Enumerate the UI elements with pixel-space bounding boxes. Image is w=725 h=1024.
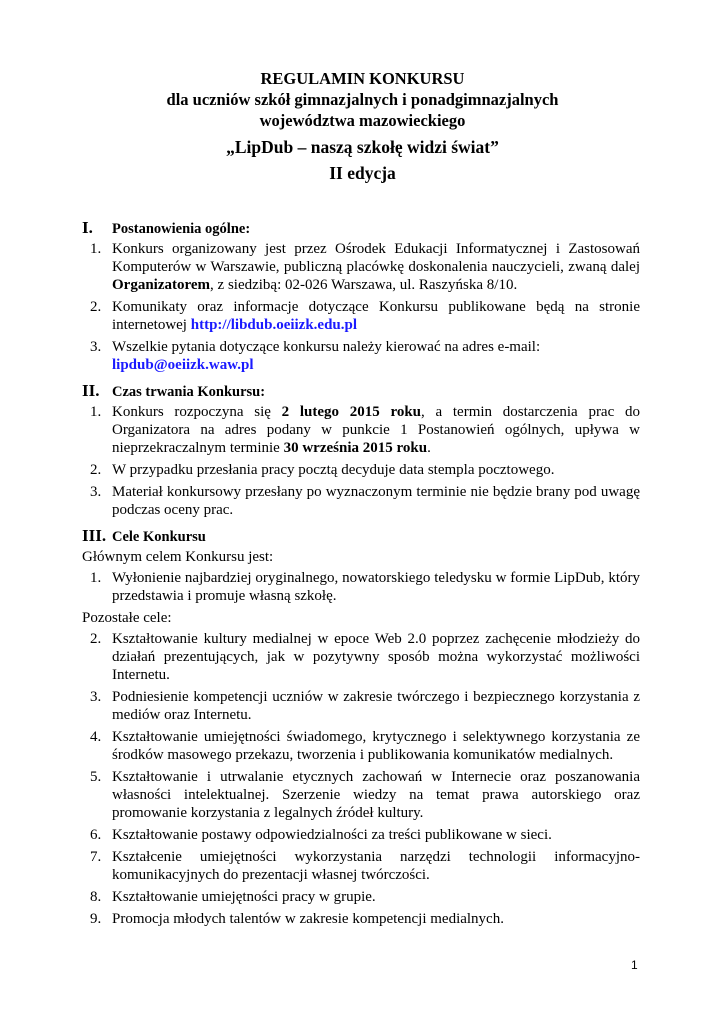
section-title: Cele Konkursu (112, 529, 206, 545)
list-item (82, 461, 640, 479)
text-run: Kształtowanie umiejętności świadomego, krytycznego i selektywnego korzystania ze środków masowego przekazu, tworzenia i publikowania komunikatów medialnych. (112, 729, 640, 763)
text-run: . (427, 440, 431, 456)
item-text (112, 768, 640, 822)
item-number: 2. (90, 462, 102, 478)
text-run: Wszelkie pytania dotyczące konkursu należy kierować na adres e-mail: (112, 339, 541, 355)
section-list (82, 548, 640, 928)
item-number-cell (82, 888, 112, 906)
list-item (82, 768, 640, 822)
link[interactable]: http://libdub.oeiizk.edu.pl (190, 317, 358, 333)
list-item (82, 483, 640, 519)
document-title (0, 68, 725, 131)
item-text (112, 569, 640, 605)
text-run: , z siedzibą: 02-026 Warszawa, ul. Raszyńska 8/10. (210, 277, 518, 293)
text-run: Kształtowanie kultury medialnej w epoce Web 2.0 poprzez zachęcenie młodzieży do działań prezentujących, jak w pozytywny sposób można wykorzystać możliwości Internetu. (112, 631, 640, 683)
text-run: Podniesienie kompetencji uczniów w zakresie twórczego i bezpiecznego korzystania z mediów oraz Internetu. (112, 689, 640, 723)
item-number-cell (82, 768, 112, 822)
item-text (112, 483, 640, 519)
text-run: Konkurs organizowany jest przez Ośrodek Edukacji Informatycznej i Zastosowań Komputerów w Warszawie, publiczną placówkę doskonalenia nauczycieli, zwaną dalej (112, 241, 640, 275)
item-text (112, 338, 640, 374)
list-item (82, 688, 640, 724)
contest-name: „LipDub – naszą szkołę widzi świat” (226, 137, 499, 157)
list-item (82, 403, 640, 457)
section-title: Czas trwania Konkursu: (112, 384, 266, 400)
text-run: Kształtowanie postawy odpowiedzialności za treści publikowane w sieci. (112, 827, 552, 843)
item-number-cell (82, 298, 112, 334)
item-text (112, 688, 640, 724)
page-number: 1 (631, 958, 638, 972)
item-text (112, 240, 640, 294)
item-text (112, 461, 640, 479)
item-number: 6. (90, 827, 102, 843)
section-list (82, 403, 640, 519)
item-number: 3. (90, 689, 102, 705)
link[interactable]: lipdub@oeiizk.waw.pl (112, 357, 254, 373)
text-run: Komunikaty oraz informacje dotyczące Konkursu publikowane będą na stronie internetowej (112, 299, 640, 333)
item-text (112, 403, 640, 457)
section-number: I. (82, 218, 93, 237)
text-run: Kształcenie umiejętności wykorzystania narzędzi technologii informacyjno-komunikacyjnych do prezentacji własnej twórczości. (112, 849, 640, 883)
section-list (82, 240, 640, 374)
item-number: 3. (90, 484, 102, 500)
title-line: dla uczniów szkół gimnazjalnych i ponadgimnazjalnych (166, 90, 559, 109)
item-number: 9. (90, 911, 102, 927)
item-number: 7. (90, 849, 102, 865)
item-number-cell (82, 910, 112, 928)
item-text (112, 888, 640, 906)
paragraph: Pozostałe cele: (82, 610, 172, 626)
list-item (82, 728, 640, 764)
section-heading (82, 219, 640, 238)
item-number-cell (82, 338, 112, 374)
text-run: Materiał konkursowy przesłany po wyznaczonym terminie nie będzie brany pod uwagę podczas oceny prac. (112, 484, 640, 518)
section-gap (82, 932, 640, 936)
document-body (82, 219, 640, 936)
title-line: REGULAMIN KONKURSU (260, 69, 465, 88)
item-number-cell (82, 728, 112, 764)
text-run: , a termin dostarczenia prac do Organizatora na adres podany w punkcie 1 Postanowień ogólnych, upływa w nieprzekraczalnym terminie (112, 404, 640, 456)
list-item (82, 298, 640, 334)
item-number-cell (82, 483, 112, 519)
item-number: 2. (90, 299, 102, 315)
item-text (112, 826, 640, 844)
item-text (112, 630, 640, 684)
item-number: 8. (90, 889, 102, 905)
text-run: Promocja młodych talentów w zakresie kompetencji medialnych. (112, 911, 504, 927)
text-run: Kształtowanie i utrwalanie etycznych zachowań w Internecie oraz poszanowania własności intelektualnej. Szerzenie wiedzy na temat prawa autorskiego oraz promowanie korzystania z legalnych źródeł kultury. (112, 769, 640, 821)
list-item (82, 888, 640, 906)
item-number-cell (82, 848, 112, 884)
item-text (112, 298, 640, 334)
paragraph: Głównym celem Konkursu jest: (82, 549, 274, 565)
list-item (82, 826, 640, 844)
item-text (112, 728, 640, 764)
text-run: W przypadku przesłania pracy pocztą decyduje data stempla pocztowego. (112, 462, 555, 478)
list-item (82, 848, 640, 884)
list-item (82, 569, 640, 605)
item-number: 1. (90, 570, 102, 586)
list-item (82, 630, 640, 684)
bold-text: 30 września 2015 roku (283, 440, 428, 456)
item-number-cell (82, 688, 112, 724)
item-number-cell (82, 630, 112, 684)
list-item (82, 910, 640, 928)
section-number: III. (82, 526, 107, 545)
item-text (112, 910, 640, 928)
item-number: 1. (90, 241, 102, 257)
item-number-cell (82, 403, 112, 457)
edition: II edycja (329, 163, 396, 183)
title-line: województwa mazowieckiego (259, 111, 466, 130)
list-item (82, 240, 640, 294)
item-number: 3. (90, 339, 102, 355)
text-run: Wyłonienie najbardziej oryginalnego, nowatorskiego teledysku w formie LipDub, który przedstawia i promuje własną szkołę. (112, 570, 640, 604)
item-text (112, 848, 640, 884)
bold-text: Organizatorem (112, 277, 211, 293)
text-run: Kształtowanie umiejętności pracy w grupie. (112, 889, 376, 905)
item-number: 4. (90, 729, 102, 745)
list-item (82, 338, 640, 374)
section-heading (82, 382, 640, 401)
section-title: Postanowienia ogólne: (112, 221, 251, 237)
item-number-cell (82, 569, 112, 605)
bold-text: 2 lutego 2015 roku (281, 404, 422, 420)
item-number-cell (82, 240, 112, 294)
item-number-cell (82, 826, 112, 844)
item-number: 1. (90, 404, 102, 420)
item-number: 2. (90, 631, 102, 647)
text-run: Konkurs rozpoczyna się (112, 404, 282, 420)
section-heading (82, 527, 640, 546)
item-number-cell (82, 461, 112, 479)
section-number: II. (82, 381, 100, 400)
item-number: 5. (90, 769, 102, 785)
